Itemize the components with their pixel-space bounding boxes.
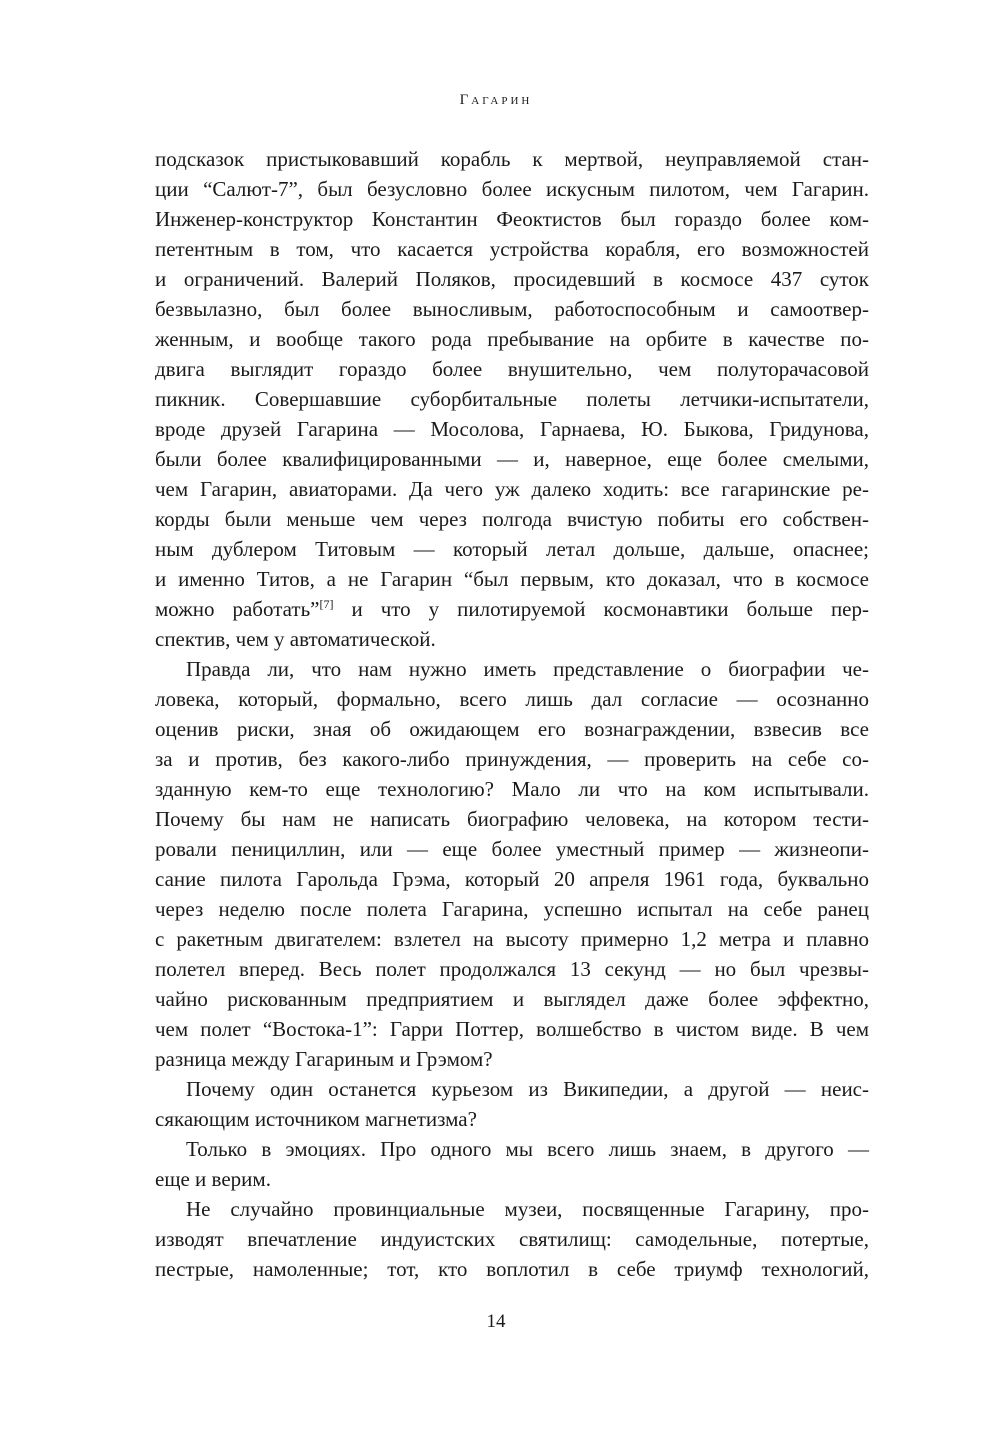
text-line: пикник. Совершавшие суборбитальные полеты летчики-испытатели, — [155, 387, 869, 411]
paragraph-4 — [155, 1134, 869, 1194]
text-line: ловека, который, формально, всего лишь дал согласие — осознанно — [155, 687, 869, 711]
text-segment: можно работать” — [155, 597, 320, 621]
text-line: Не случайно провинциальные музеи, посвященные Гагарину, про- — [186, 1197, 869, 1221]
paragraph-1 — [155, 144, 869, 654]
text-line: разница между Гагариным и Грэмом? — [155, 1047, 493, 1071]
text-line: еще и верим. — [155, 1167, 271, 1191]
text-line: Инженер-конструктор Константин Феоктистов был гораздо более ком- — [155, 207, 869, 231]
text-line: Почему бы нам не написать биографию человека, на котором тести- — [155, 807, 869, 831]
text-line: пестрые, намоленные; тот, кто воплотил в себе триумф технологий, — [155, 1257, 869, 1281]
text-line: чем Гагарин, авиаторами. Да чего уж далеко ходить: все гагаринские ре- — [155, 477, 869, 501]
text-line: вроде друзей Гагарина — Мосолова, Гарнаева, Ю. Быкова, Гридунова, — [155, 417, 869, 441]
text-line: и ограничений. Валерий Поляков, просидевший в космосе 437 суток — [155, 267, 869, 291]
text-line: ным дублером Титовым — который летал дольше, дальше, опаснее; — [155, 537, 869, 561]
paragraph-3 — [155, 1074, 869, 1134]
footnote-reference[interactable]: [7] — [319, 597, 334, 611]
text-line: Почему один останется курьезом из Википедии, а другой — неис- — [186, 1077, 869, 1101]
paragraph-5 — [155, 1194, 869, 1284]
text-line: оценив риски, зная об ожидающем его вознаграждении, взвесив все — [155, 717, 869, 741]
text-line: чайно рискованным предприятием и выглядел даже более эффектно, — [155, 987, 869, 1011]
text-line: полетел вперед. Весь полет продолжался 13 секунд — но был чрезвы- — [155, 957, 869, 981]
text-line: чем полет “Востока-1”: Гарри Поттер, волшебство в чистом виде. В чем — [155, 1017, 869, 1041]
text-line: подсказок пристыковавший корабль к мертвой, неуправляемой стан- — [155, 147, 869, 171]
text-line: петентным в том, что касается устройства корабля, его возможностей — [155, 237, 869, 261]
body-text — [155, 144, 869, 1284]
text-line: двига выглядит гораздо более внушительно, чем полуторачасовой — [155, 357, 869, 381]
paragraph-2 — [155, 654, 869, 1074]
text-line: за и против, без какого-либо принуждения, — проверить на себе со- — [155, 747, 869, 771]
text-line: Правда ли, что нам нужно иметь представление о биографии че- — [186, 657, 869, 681]
text-line: были более квалифицированными — и, наверное, еще более смелыми, — [155, 447, 869, 471]
text-line: безвылазно, был более выносливым, работоспособным и самоотвер- — [155, 297, 869, 321]
page-number: 14 — [486, 1311, 506, 1332]
text-line: зданную кем-то еще технологию? Мало ли что на ком испытывали. — [155, 777, 869, 801]
text-line: сание пилота Гарольда Грэма, который 20 апреля 1961 года, буквально — [155, 867, 869, 891]
text-line: сякающим источником магнетизма? — [155, 1107, 477, 1131]
text-line: корды были меньше чем через полгода вчистую побиты его собствен- — [155, 507, 869, 531]
text-segment: и что у пилотируемой космонавтики больше пер- — [333, 597, 869, 621]
text-line: изводят впечатление индуистских святилищ: самодельные, потертые, — [155, 1227, 869, 1251]
text-line: спектив, чем у автоматической. — [155, 627, 436, 651]
text-line: ровали пенициллин, или — еще более уместный пример — жизнеопи- — [155, 837, 869, 861]
text-line: Только в эмоциях. Про одного мы всего лишь знаем, в другого — — [186, 1137, 869, 1161]
text-line: и именно Титов, а не Гагарин “был первым, кто доказал, что в космосе — [155, 567, 869, 591]
text-line: женным, и вообще такого рода пребывание на орбите в качестве по- — [155, 327, 869, 351]
running-head: Гагарин — [459, 92, 533, 108]
text-line-with-footnote — [155, 594, 869, 624]
text-line: через неделю после полета Гагарина, успешно испытал на себе ранец — [155, 897, 869, 921]
text-line: ции “Салют-7”, был безусловно более искусным пилотом, чем Гагарин. — [155, 177, 869, 201]
text-line: с ракетным двигателем: взлетел на высоту примерно 1,2 метра и плавно — [155, 927, 869, 951]
